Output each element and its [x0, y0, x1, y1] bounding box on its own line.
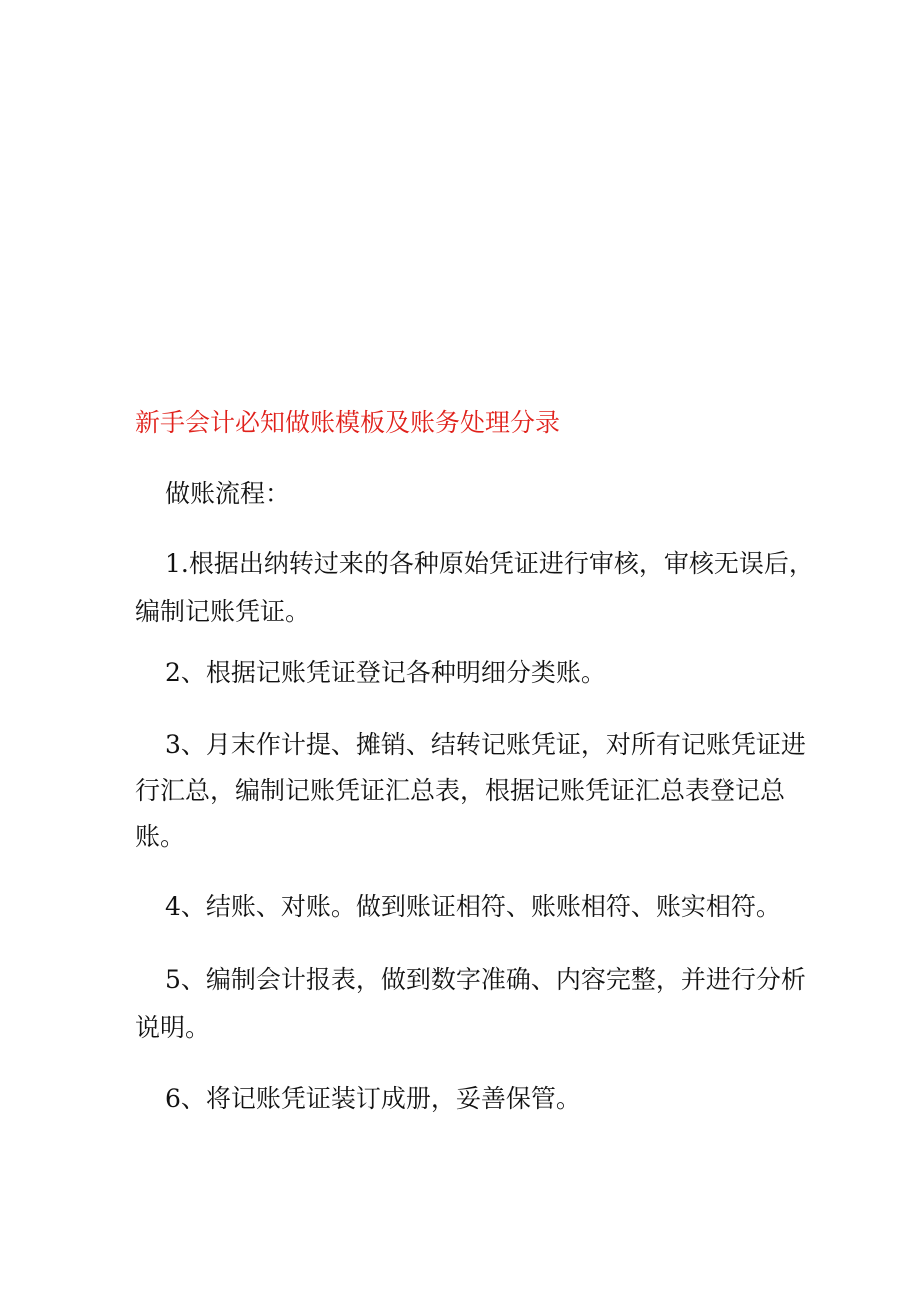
- step-3: [135, 722, 815, 860]
- step-6: [135, 1079, 815, 1119]
- step-1-text: 根据出纳转过来的各种原始凭证进行审核，审核无误后，编制记账凭证。: [135, 549, 814, 626]
- step-3-text: 月末作计提、摊销、结转记账凭证，对所有记账凭证进行汇总，编制记账凭证汇总表，根据记账凭证汇总表登记总账。: [135, 730, 806, 851]
- step-6-text: 将记账凭证装订成册，妥善保管。: [205, 1084, 581, 1113]
- section-heading: 做账流程：: [165, 479, 291, 508]
- document-title: 新手会计必知做账模板及账务处理分录: [135, 408, 561, 437]
- step-1: [135, 540, 815, 636]
- step-5-number: 5、: [165, 965, 206, 994]
- step-4: [135, 887, 815, 927]
- step-2-number: 2、: [165, 658, 206, 687]
- step-5-text: 编制会计报表，做到数字准确、内容完整，并进行分析说明。: [135, 965, 806, 1042]
- step-6-number: 6、: [165, 1084, 206, 1113]
- step-2: [135, 653, 815, 693]
- step-1-number: 1.: [165, 549, 189, 578]
- step-5: [135, 956, 815, 1052]
- step-3-number: 3、: [165, 730, 206, 759]
- step-4-text: 结账、对账。做到账证相符、账账相符、账实相符。: [205, 892, 781, 921]
- step-2-text: 根据记账凭证登记各种明细分类账。: [205, 658, 606, 687]
- step-4-number: 4、: [165, 892, 206, 921]
